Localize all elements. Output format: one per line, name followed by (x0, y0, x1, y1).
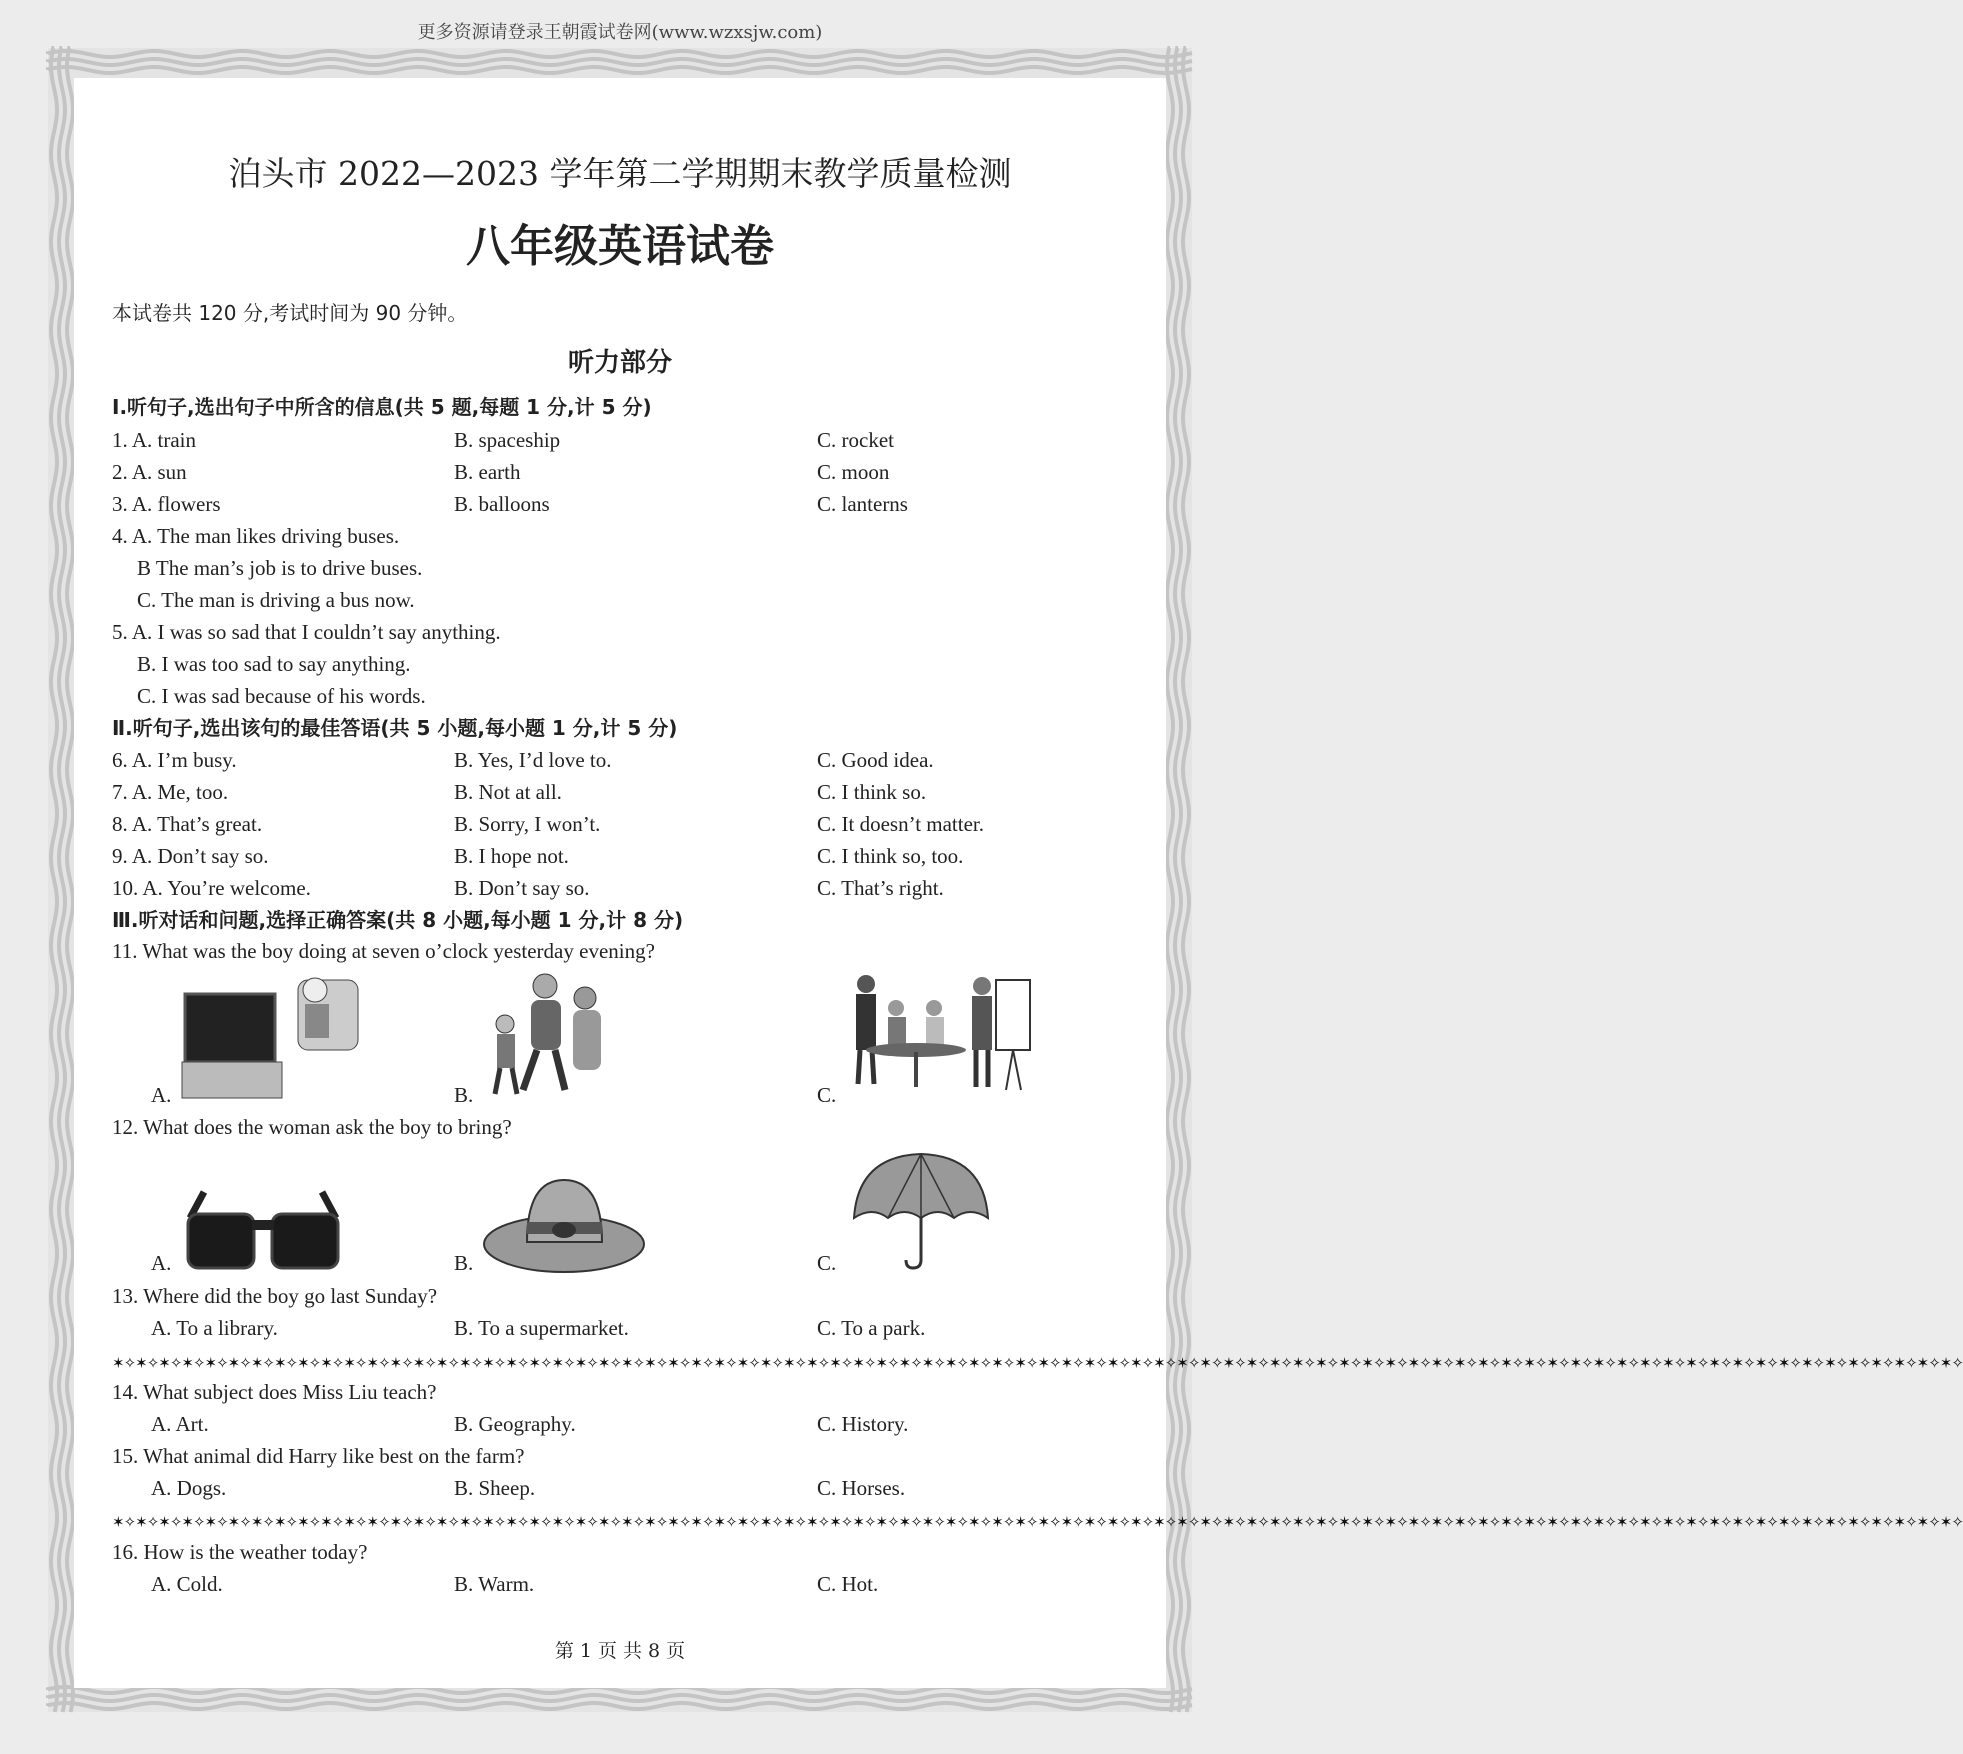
part3-header: Ⅲ.听对话和问题,选择正确答案(共 8 小题,每小题 1 分,计 8 分) (112, 908, 684, 932)
exam-subtitle: 八年级英语试卷 (466, 221, 774, 272)
exam-title: 泊头市 2022—2023 学年第二学期期末教学质量检测 (228, 154, 1012, 193)
q14-option-b: B. Geography. (454, 1412, 576, 1436)
question-12: 12. What does the woman ask the boy to bring? (112, 1115, 512, 1139)
q6-option-a: 6. A. I’m busy. (112, 748, 237, 772)
q11-label-c: C. (817, 1083, 837, 1107)
q6-option-b: B. Yes, I’d love to. (454, 748, 612, 772)
question-11: 11. What was the boy doing at seven o’clock yesterday evening? (112, 939, 655, 963)
q10-option-c: C. That’s right. (817, 876, 944, 900)
family-walking-picture (485, 972, 635, 1102)
q9-option-b: B. I hope not. (454, 844, 569, 868)
q10-option-a: 10. A. You’re welcome. (112, 876, 311, 900)
q4-option-a: 4. A. The man likes driving buses. (112, 524, 400, 548)
q1-option-a: 1. A. train (112, 428, 196, 452)
part1-header: Ⅰ.听句子,选出句子中所含的信息(共 5 题,每题 1 分,计 5 分) (112, 395, 652, 419)
q7-option-c: C. I think so. (817, 780, 927, 804)
question-16: 16. How is the weather today? (112, 1540, 368, 1564)
q1-option-b: B. spaceship (454, 428, 561, 452)
q8-option-a: 8. A. That’s great. (112, 812, 263, 836)
page-footer: 第 1 页 共 8 页 (554, 1640, 686, 1662)
q13-option-b: B. To a supermarket. (454, 1316, 629, 1340)
q11-label-b: B. (454, 1083, 474, 1107)
q16-option-a: A. Cold. (151, 1572, 223, 1596)
q14-option-a: A. Art. (151, 1412, 209, 1436)
q3-option-c: C. lanterns (817, 492, 908, 516)
sunglasses-picture (184, 1188, 342, 1274)
q16-option-c: C. Hot. (817, 1572, 879, 1596)
q2-option-b: B. earth (454, 460, 521, 484)
exam-note: 本试卷共 120 分,考试时间为 90 分钟。 (112, 301, 468, 325)
section-title: 听力部分 (567, 348, 672, 378)
q5-option-b: B. I was too sad to say anything. (137, 652, 411, 676)
q5-option-c: C. I was sad because of his words. (137, 684, 426, 708)
q12-label-a: A. (151, 1251, 172, 1275)
meeting-picture (846, 972, 1036, 1102)
q15-option-c: C. Horses. (817, 1476, 906, 1500)
q3-option-a: 3. A. flowers (112, 492, 221, 516)
site-banner: 更多资源请登录王朝霞试卷网(www.wzxsjw.com) (417, 22, 823, 43)
q8-option-c: C. It doesn’t matter. (817, 812, 985, 836)
tv-and-boy-picture (180, 972, 370, 1102)
q4-option-c: C. The man is driving a bus now. (137, 588, 415, 612)
hat-picture (482, 1172, 647, 1276)
q10-option-b: B. Don’t say so. (454, 876, 590, 900)
q13-option-a: A. To a library. (151, 1316, 278, 1340)
q13-option-c: C. To a park. (817, 1316, 926, 1340)
q7-option-b: B. Not at all. (454, 780, 562, 804)
star-divider: ✶✧✶✧✶✧✶✧✶✧✶✧✶✧✶✧✶✧✶✧✶✧✶✧✶✧✶✧✶✧✶✧✶✧✶✧✶✧✶✧✶✧✶✧✶✧✶✧✶✧✶✧✶✧✶✧✶✧✶✧✶✧✶✧✶✧✶✧✶✧✶✧✶✧✶✧✶✧✶✧✶✧✶✧✶✧✶✧✶✧✶✧✶✧✶✧✶✧✶✧✶✧✶✧✶✧✶✧✶✧✶✧✶✧✶✧✶✧✶✧✶✧✶✧✶✧✶✧✶✧✶✧✶✧✶✧✶✧✶✧✶✧✶✧✶✧✶✧✶✧✶✧✶✧✶✧✶✧✶✧ (112, 1513, 1963, 1531)
q3-option-b: B. balloons (454, 492, 550, 516)
question-13: 13. Where did the boy go last Sunday? (112, 1284, 438, 1308)
q7-option-a: 7. A. Me, too. (112, 780, 229, 804)
q5-option-a: 5. A. I was so sad that I couldn’t say anything. (112, 620, 501, 644)
q9-option-c: C. I think so, too. (817, 844, 964, 868)
q14-option-c: C. History. (817, 1412, 909, 1436)
q6-option-c: C. Good idea. (817, 748, 934, 772)
q1-option-c: C. rocket (817, 428, 894, 452)
q11-label-a: A. (151, 1083, 172, 1107)
star-divider: ✶✧✶✧✶✧✶✧✶✧✶✧✶✧✶✧✶✧✶✧✶✧✶✧✶✧✶✧✶✧✶✧✶✧✶✧✶✧✶✧✶✧✶✧✶✧✶✧✶✧✶✧✶✧✶✧✶✧✶✧✶✧✶✧✶✧✶✧✶✧✶✧✶✧✶✧✶✧✶✧✶✧✶✧✶✧✶✧✶✧✶✧✶✧✶✧✶✧✶✧✶✧✶✧✶✧✶✧✶✧✶✧✶✧✶✧✶✧✶✧✶✧✶✧✶✧✶✧✶✧✶✧✶✧✶✧✶✧✶✧✶✧✶✧✶✧✶✧✶✧✶✧✶✧✶✧✶✧✶✧ (112, 1354, 1963, 1372)
question-14: 14. What subject does Miss Liu teach? (112, 1380, 437, 1404)
q2-option-c: C. moon (817, 460, 890, 484)
q12-label-b: B. (454, 1251, 474, 1275)
q15-option-b: B. Sheep. (454, 1476, 536, 1500)
q16-option-b: B. Warm. (454, 1572, 535, 1596)
q9-option-a: 9. A. Don’t say so. (112, 844, 269, 868)
part2-header: Ⅱ.听句子,选出该句的最佳答语(共 5 小题,每小题 1 分,计 5 分) (112, 716, 678, 740)
umbrella-picture (850, 1148, 992, 1272)
q8-option-b: B. Sorry, I won’t. (454, 812, 601, 836)
q2-option-a: 2. A. sun (112, 460, 187, 484)
question-15: 15. What animal did Harry like best on the farm? (112, 1444, 525, 1468)
q4-option-b: B The man’s job is to drive buses. (137, 556, 423, 580)
q15-option-a: A. Dogs. (151, 1476, 227, 1500)
q12-label-c: C. (817, 1251, 837, 1275)
